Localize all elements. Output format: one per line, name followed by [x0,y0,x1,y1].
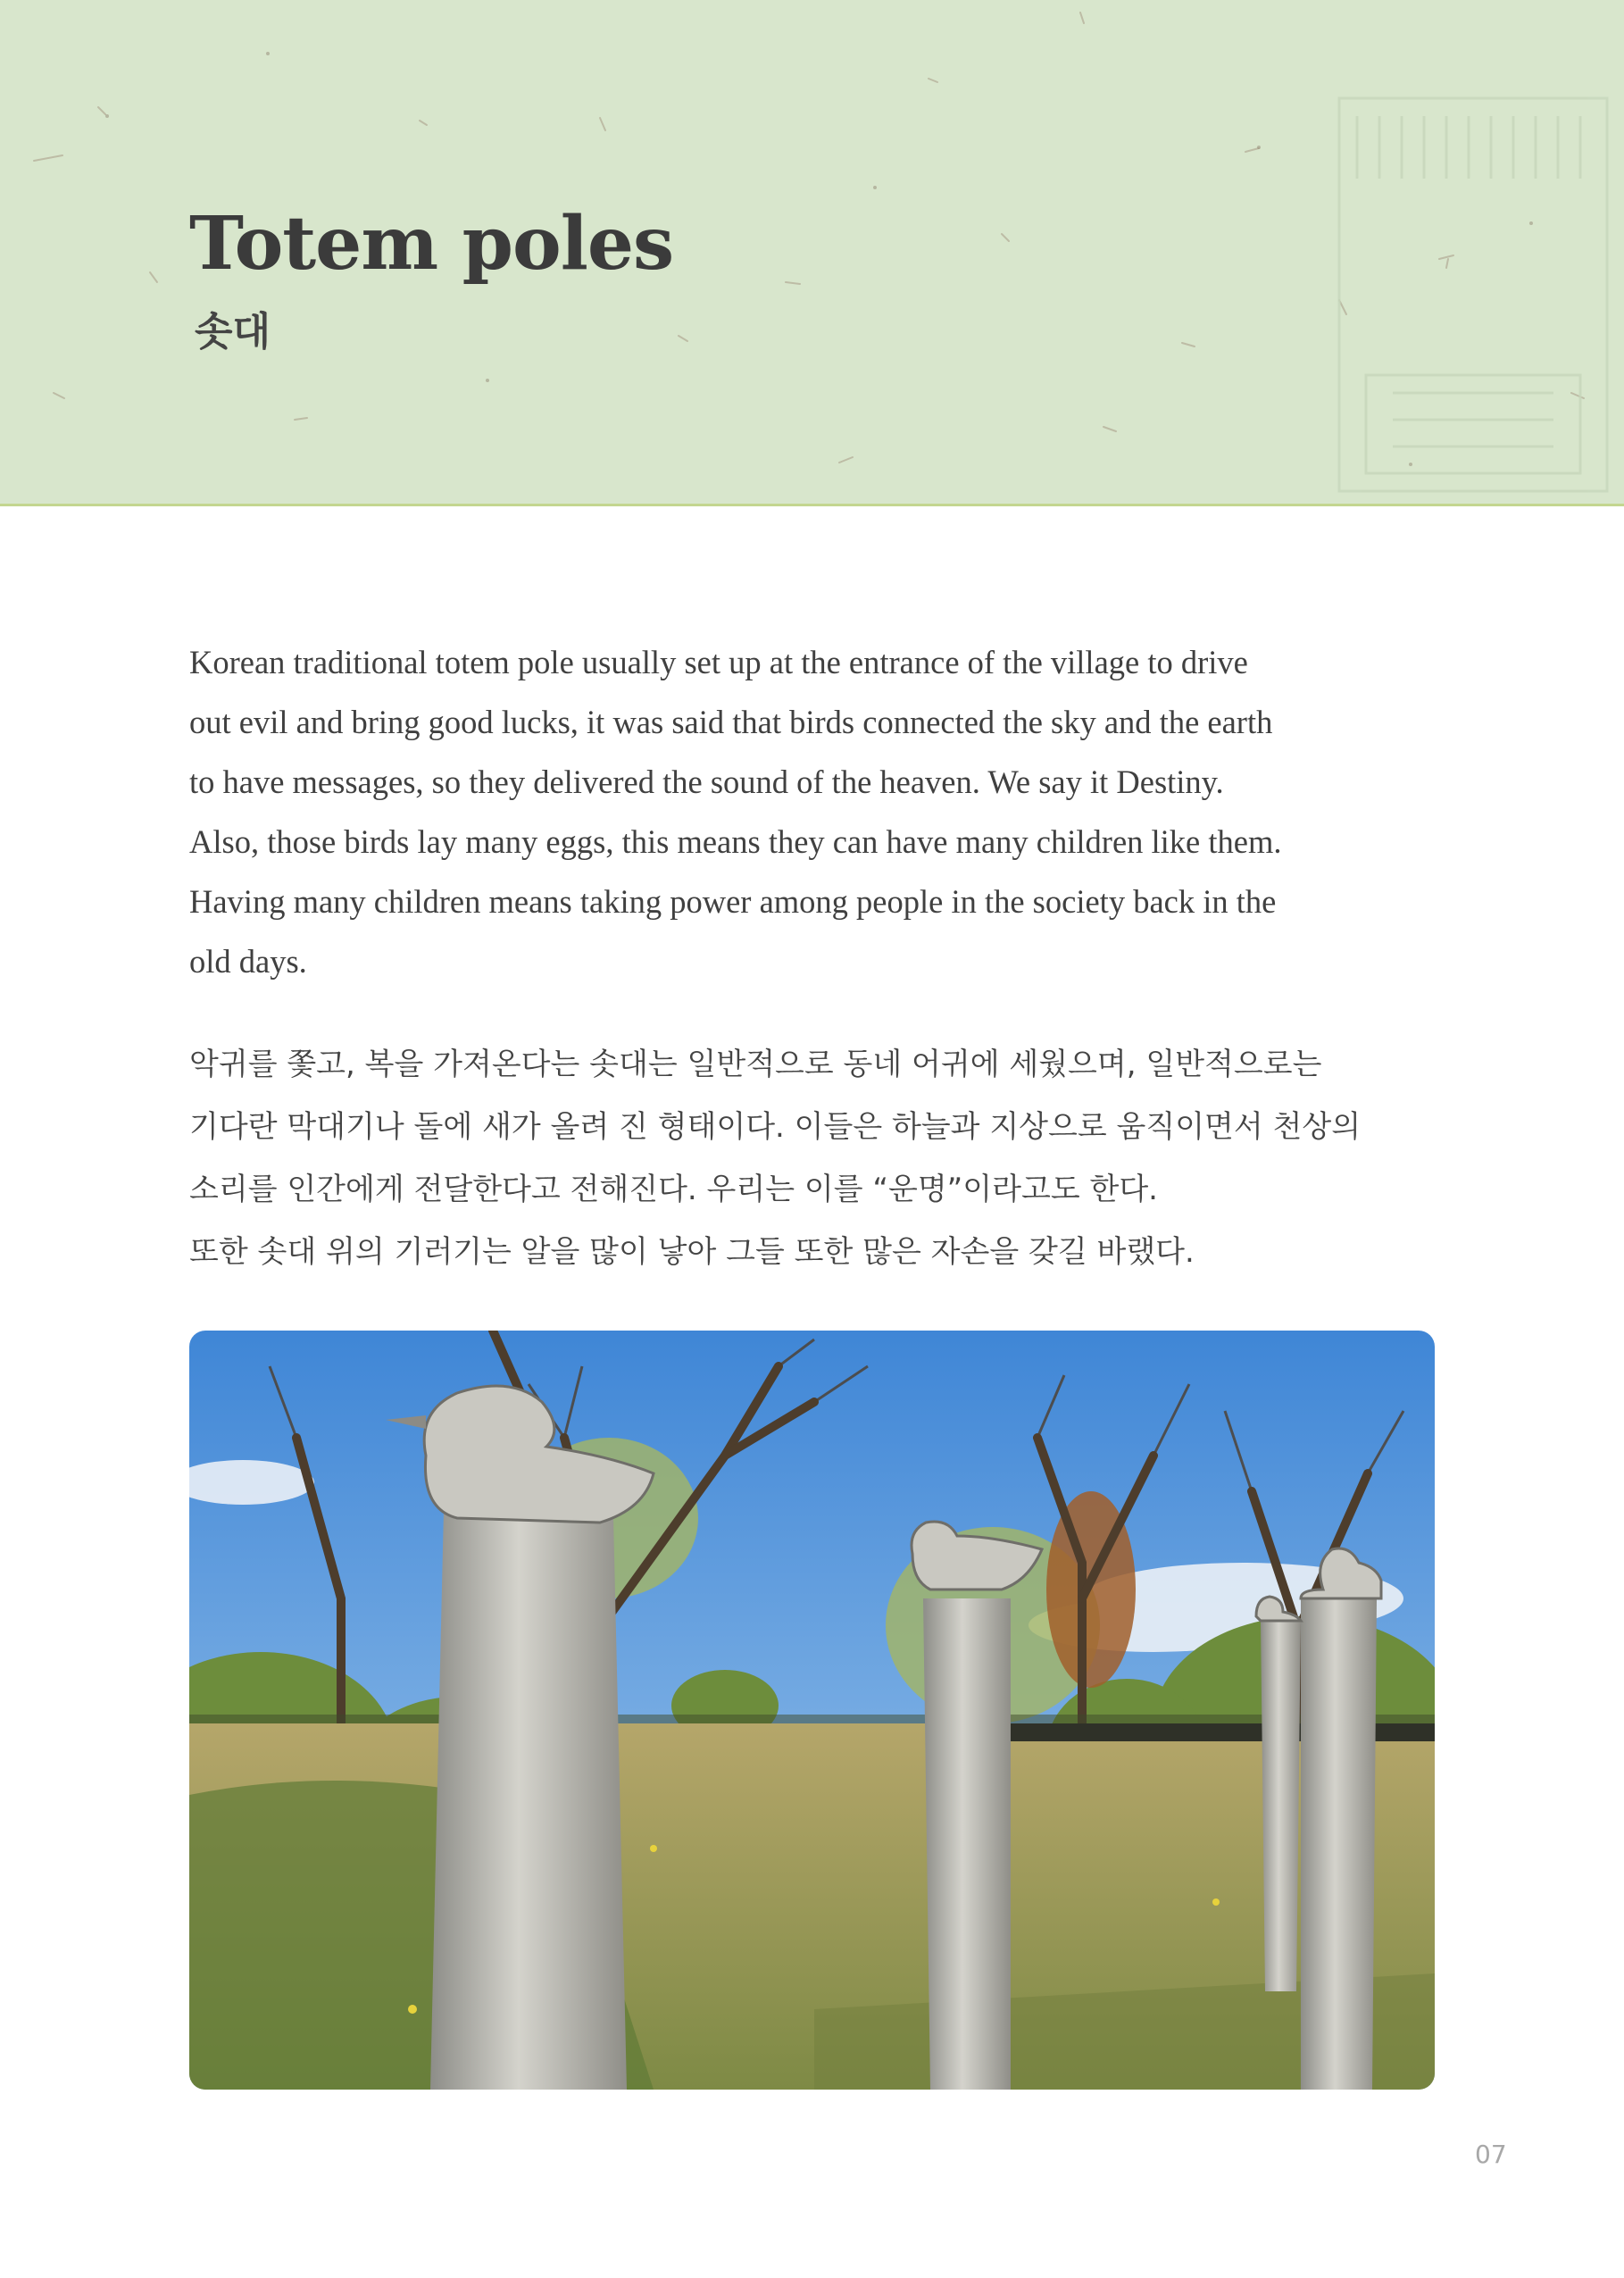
korean-line: 또한 솟대 위의 기러기는 알을 많이 낳아 그들 또한 많은 자손을 갖길 바랬다. [189,1234,1195,1270]
english-paragraph [189,632,1457,991]
page-number: 07 [1475,2140,1507,2169]
english-line: Korean traditional totem pole usually set up at the entrance of the village to drive [189,644,1248,680]
korean-paragraph [189,1033,1457,1283]
header-band [0,0,1624,506]
totem-pole-photo [189,1331,1435,2090]
page-title: Totem poles [189,201,674,287]
english-line: Also, those birds lay many eggs, this means they can have many children like them. [189,823,1282,860]
korean-line: 기다란 막대기나 돌에 새가 올려 진 형태이다. 이들은 하늘과 지상으로 움직이면서 천상의 [189,1109,1362,1145]
english-line: out evil and bring good lucks, it was said that birds connected the sky and the earth [189,704,1273,740]
english-line: old days. [189,943,307,980]
page-subtitle: 솟대 [195,309,271,355]
english-line: to have messages, so they delivered the sound of the heaven. We say it Destiny. [189,764,1224,800]
photo-illustration [189,1331,1435,2090]
korean-line: 소리를 인간에게 전달한다고 전해진다. 우리는 이를 “운명”이라고도 한다. [189,1172,1158,1207]
english-line: Having many children means taking power among people in the society back in the [189,883,1277,920]
korean-line: 악귀를 쫓고, 복을 가져온다는 솟대는 일반적으로 동네 어귀에 세웠으며, 일반적으로는 [189,1047,1322,1082]
